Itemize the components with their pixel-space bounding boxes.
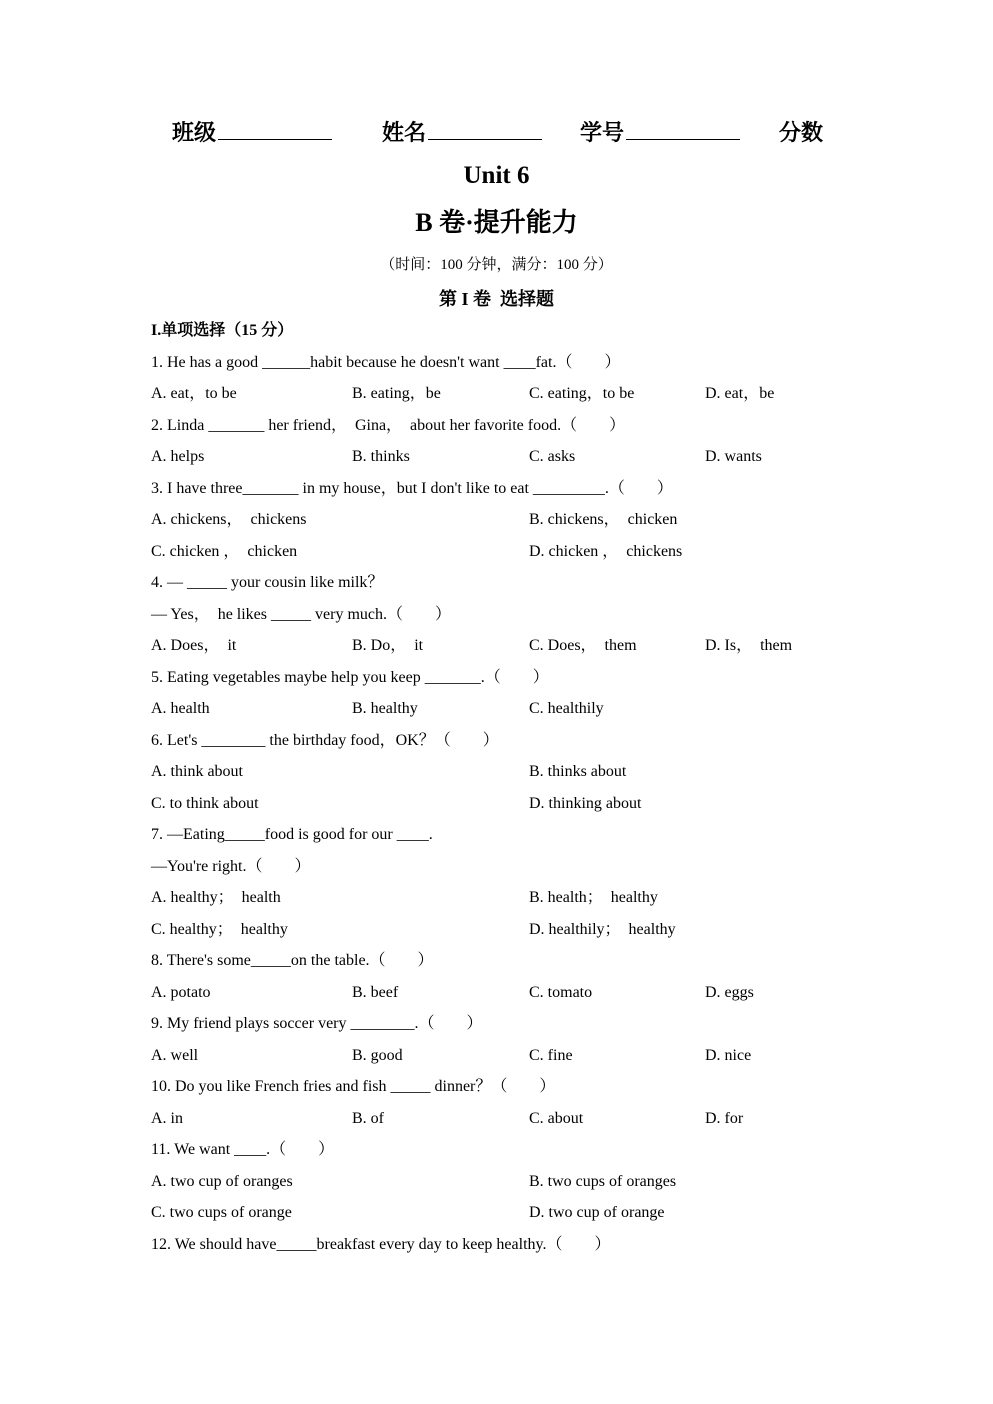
time-note: （时间：100 分钟，满分：100 分） — [380, 257, 613, 273]
option-a: A. Does， it — [151, 637, 237, 654]
option-c: C. Does， them — [529, 637, 637, 654]
options-row — [151, 788, 951, 820]
options-row — [151, 756, 951, 788]
question-1 — [151, 347, 951, 410]
option-a: A. chickens， chickens — [151, 511, 307, 528]
option-c: C. tomato — [529, 983, 593, 1001]
options-row — [151, 882, 951, 914]
part-title: 第 I 卷 选择题 — [438, 289, 554, 309]
question-11 — [151, 1134, 951, 1229]
option-b: B. thinks about — [529, 763, 627, 780]
options-row — [151, 504, 951, 536]
question-stem: 8. There's some_____on the table.（ ） — [151, 952, 434, 969]
option-a: A. in — [151, 1109, 183, 1127]
question-stem: 6. Let's ________ the birthday food，OK？（ ） — [151, 731, 499, 749]
question-list — [151, 315, 951, 1260]
option-a: A. eat，to be — [151, 385, 237, 402]
options-row — [151, 914, 951, 946]
option-c: C. healthy； healthy — [151, 920, 288, 938]
option-d: D. thinking about — [529, 794, 642, 812]
question-6 — [151, 725, 951, 820]
question-stem: 5. Eating vegetables maybe help you keep _______.（ ） — [151, 668, 549, 686]
question-stem: —You're right.（ ） — [151, 857, 311, 875]
name-field — [382, 118, 542, 148]
option-d: D. eggs — [705, 983, 754, 1001]
option-b: B. healthy — [352, 700, 418, 717]
score-field — [779, 118, 823, 148]
option-d: D. eat，be — [705, 385, 775, 402]
option-b: B. thinks — [352, 448, 410, 465]
question-stem: 9. My friend plays soccer very ________.（ ） — [151, 1015, 483, 1032]
question-5 — [151, 662, 951, 725]
class-field — [172, 118, 332, 148]
options-row — [151, 977, 951, 1009]
options-row — [151, 630, 951, 662]
option-b: B. chickens， chicken — [529, 511, 678, 528]
option-b: B. good — [352, 1046, 403, 1064]
option-a: A. health — [151, 700, 210, 717]
student-id-blank — [626, 119, 740, 140]
options-row — [151, 693, 951, 725]
option-c: C. fine — [529, 1046, 573, 1064]
option-c: C. to think about — [151, 794, 259, 812]
option-b: B. two cups of oranges — [529, 1172, 677, 1190]
options-row — [151, 1166, 951, 1198]
option-d: D. nice — [705, 1046, 752, 1064]
option-c: C. chicken ， chicken — [151, 542, 298, 560]
question-7 — [151, 819, 951, 945]
option-a: A. healthy； health — [151, 889, 281, 906]
options-row — [151, 536, 951, 568]
option-b: B. of — [352, 1109, 384, 1127]
class-label: 班级 — [172, 120, 217, 145]
question-9 — [151, 1008, 951, 1071]
option-b: B. Do， it — [352, 637, 424, 654]
question-stem: 12. We should have_____breakfast every day to keep healthy.（ ） — [151, 1235, 611, 1253]
option-d: D. for — [705, 1109, 744, 1127]
question-3 — [151, 473, 951, 568]
option-d: D. two cup of orange — [529, 1204, 665, 1221]
student-id-field — [580, 118, 740, 148]
question-10 — [151, 1071, 951, 1134]
question-stem: 7. —Eating_____food is good for our ____. — [151, 826, 433, 843]
question-stem: 3. I have three_______ in my house，but I don't like to eat _________.（ ） — [151, 479, 673, 497]
question-stem: 11. We want ____.（ ） — [151, 1141, 335, 1158]
option-d: D. chicken ， chickens — [529, 542, 683, 560]
option-b: B. beef — [352, 983, 399, 1001]
option-d: D. wants — [705, 448, 762, 465]
name-blank — [428, 119, 542, 140]
question-stem: 10. Do you like French fries and fish _____ dinner？（ ） — [151, 1078, 556, 1095]
score-label: 分数 — [779, 120, 824, 145]
option-c: C. eating，to be — [529, 385, 635, 402]
question-8 — [151, 945, 951, 1008]
option-a: A. helps — [151, 448, 205, 465]
option-b: B. health； healthy — [529, 889, 658, 906]
unit-title: Unit 6 — [463, 162, 530, 189]
options-row — [151, 441, 951, 473]
question-stem: 2. Linda _______ her friend， Gina， about her favorite food.（ ） — [151, 416, 626, 434]
student-id-label: 学号 — [580, 120, 625, 145]
option-d: D. healthily； healthy — [529, 920, 676, 938]
options-row — [151, 1103, 951, 1135]
question-stem: 1. He has a good ______habit because he doesn't want ____fat.（ ） — [151, 353, 621, 371]
option-c: C. asks — [529, 448, 576, 465]
options-row — [151, 1197, 951, 1229]
option-d: D. Is， them — [705, 637, 793, 654]
option-c: C. healthily — [529, 700, 604, 717]
option-a: A. two cup of oranges — [151, 1172, 293, 1190]
options-row — [151, 1040, 951, 1072]
question-12 — [151, 1229, 951, 1261]
option-a: A. think about — [151, 763, 243, 780]
question-stem: — Yes， he likes _____ very much.（ ） — [151, 605, 451, 623]
question-2 — [151, 410, 951, 473]
option-b: B. eating，be — [352, 385, 441, 402]
question-4 — [151, 567, 951, 662]
option-a: A. well — [151, 1046, 199, 1064]
name-label: 姓名 — [382, 120, 427, 145]
option-c: C. two cups of orange — [151, 1204, 292, 1221]
options-row — [151, 378, 951, 410]
question-stem: 4. — _____ your cousin like milk？ — [151, 574, 384, 591]
paper-subtitle: B 卷·提升能力 — [415, 208, 578, 237]
option-a: A. potato — [151, 983, 211, 1001]
section-title: I.单项选择（15 分） — [151, 322, 294, 339]
class-blank — [218, 119, 332, 140]
option-c: C. about — [529, 1109, 584, 1127]
